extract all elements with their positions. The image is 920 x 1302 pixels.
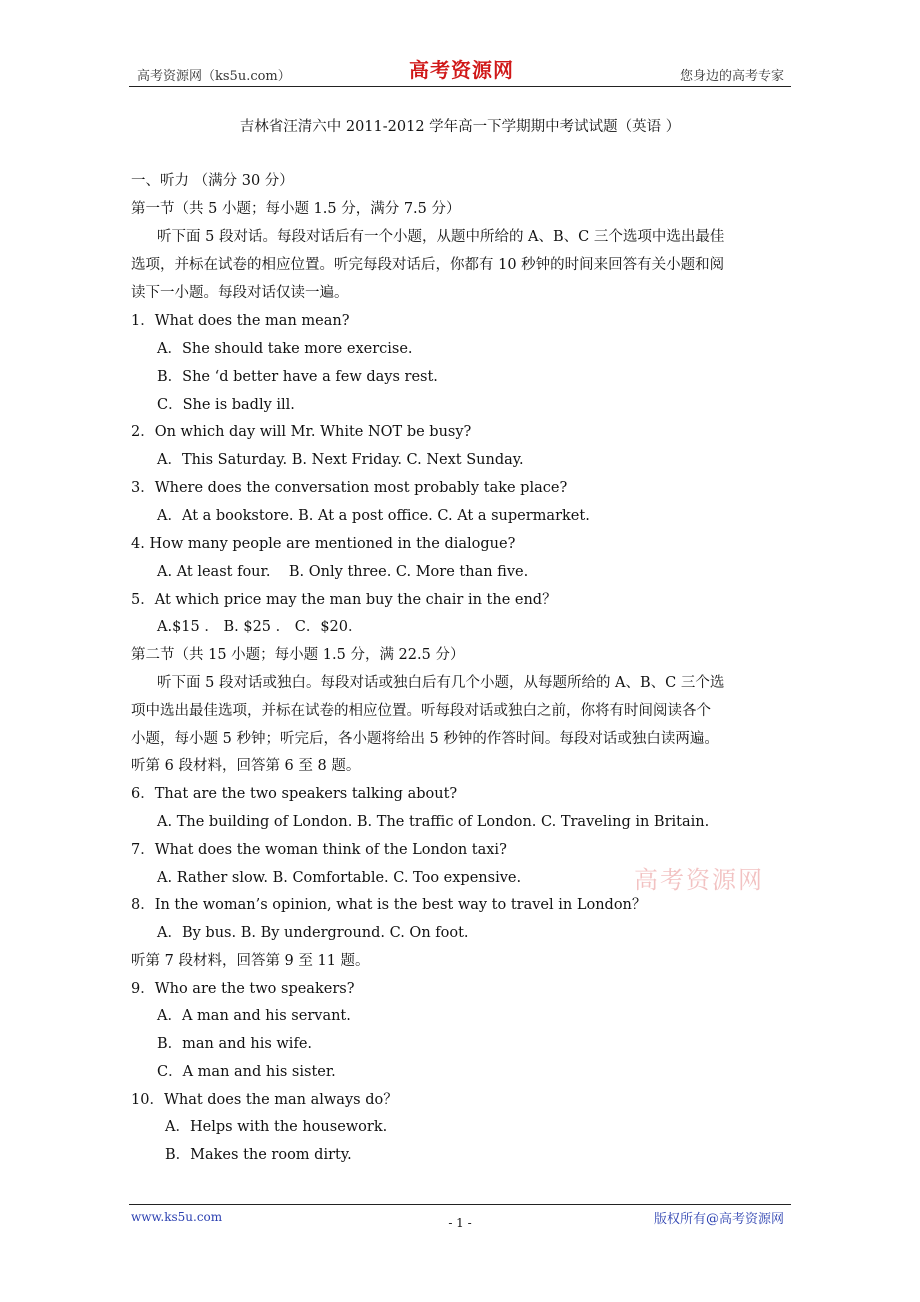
header-divider — [129, 86, 791, 87]
question: 4. How many people are mentioned in the dialogue? — [131, 536, 516, 552]
material-heading: 听第 6 段材料，回答第 6 至 8 题。 — [131, 758, 361, 774]
answer-option: B．Makes the room dirty. — [165, 1147, 352, 1163]
header-site-name: 高考资源网（ks5u.com） — [137, 69, 291, 84]
part-heading: 第一节（共 5 小题；每小题 1.5 分，满分 7.5 分） — [131, 201, 461, 217]
question: 3．Where does the conversation most probably take place? — [131, 480, 568, 496]
footer-divider — [129, 1204, 791, 1205]
section-heading: 一、听力 （满分 30 分） — [131, 173, 294, 189]
answer-option: A．She should take more exercise. — [157, 341, 413, 357]
footer-website-link[interactable]: www.ks5u.com — [131, 1210, 223, 1224]
answer-option: A．This Saturday. B. Next Friday. C. Next Sunday. — [157, 452, 524, 468]
instruction-line: 小题，每小题 5 秒钟；听完后，各小题将给出 5 秒钟的作答时间。每段对话或独白读两遍。 — [131, 731, 719, 747]
answer-option: B．She ‘d better have a few days rest. — [157, 369, 438, 385]
answer-option: C．She is badly ill. — [157, 397, 295, 413]
instruction-line: 选项，并标在试卷的相应位置。听完每段对话后，你都有 10 秒钟的时间来回答有关小题和阅 — [131, 257, 725, 273]
answer-option: C．A man and his sister. — [157, 1064, 336, 1080]
header-slogan: 您身边的高考专家 — [679, 69, 784, 84]
question: 1．What does the man mean? — [131, 313, 350, 329]
answer-option: A. Rather slow. B. Comfortable. C. Too expensive. — [157, 870, 522, 886]
question: 8．In the woman’s opinion, what is the best way to travel in London？ — [131, 897, 647, 913]
answer-option: A．A man and his servant. — [157, 1008, 351, 1024]
page-number: - 1 - — [448, 1216, 472, 1230]
question: 9．Who are the two speakers? — [131, 981, 355, 997]
question: 6．That are the two speakers talking about? — [131, 786, 458, 802]
page-title: 吉林省汪清六中 2011-2012 学年高一下学期期中考试试题（英语 ） — [239, 119, 681, 135]
part-heading: 第二节（共 15 小题；每小题 1.5 分，满 22.5 分） — [131, 647, 465, 663]
question: 7．What does the woman think of the London taxi? — [131, 842, 507, 858]
answer-option: A.$15 ． B. $25 ． C．$20． — [157, 619, 363, 635]
answer-option: A. The building of London. B. The traffic of London. C. Traveling in Britain. — [157, 814, 710, 830]
instruction-line: 项中选出最佳选项，并标在试卷的相应位置。听每段对话或独白之前，你将有时间阅读各个 — [131, 703, 711, 719]
question: 10．What does the man always do？ — [131, 1092, 398, 1108]
answer-option: A．Helps with the housework. — [165, 1119, 388, 1135]
instruction-line: 读下一小题。每段对话仅读一遍。 — [131, 285, 349, 301]
question: 5．At which price may the man buy the chair in the end？ — [131, 592, 557, 608]
answer-option: A. At least four. B. Only three. C. More than five. — [157, 564, 529, 580]
watermark: 高考资源网 — [634, 866, 764, 894]
material-heading: 听第 7 段材料，回答第 9 至 11 题。 — [131, 953, 370, 969]
answer-option: B．man and his wife. — [157, 1036, 313, 1052]
footer-copyright-link[interactable]: 版权所有@高考资源网 — [653, 1212, 784, 1227]
instruction-line: 听下面 5 段对话或独白。每段对话或独白后有几个小题，从每题所给的 A、B、C 三个选 — [157, 675, 725, 691]
answer-option: A．At a bookstore. B. At a post office. C. At a supermarket. — [157, 508, 590, 524]
instruction-line: 听下面 5 段对话。每段对话后有一个小题，从题中所给的 A、B、C 三个选项中选出最佳 — [157, 229, 725, 245]
question: 2．On which day will Mr. White NOT be busy? — [131, 424, 472, 440]
header-logo: 高考资源网 — [409, 58, 514, 82]
answer-option: A．By bus. B. By underground. C. On foot. — [157, 925, 469, 941]
